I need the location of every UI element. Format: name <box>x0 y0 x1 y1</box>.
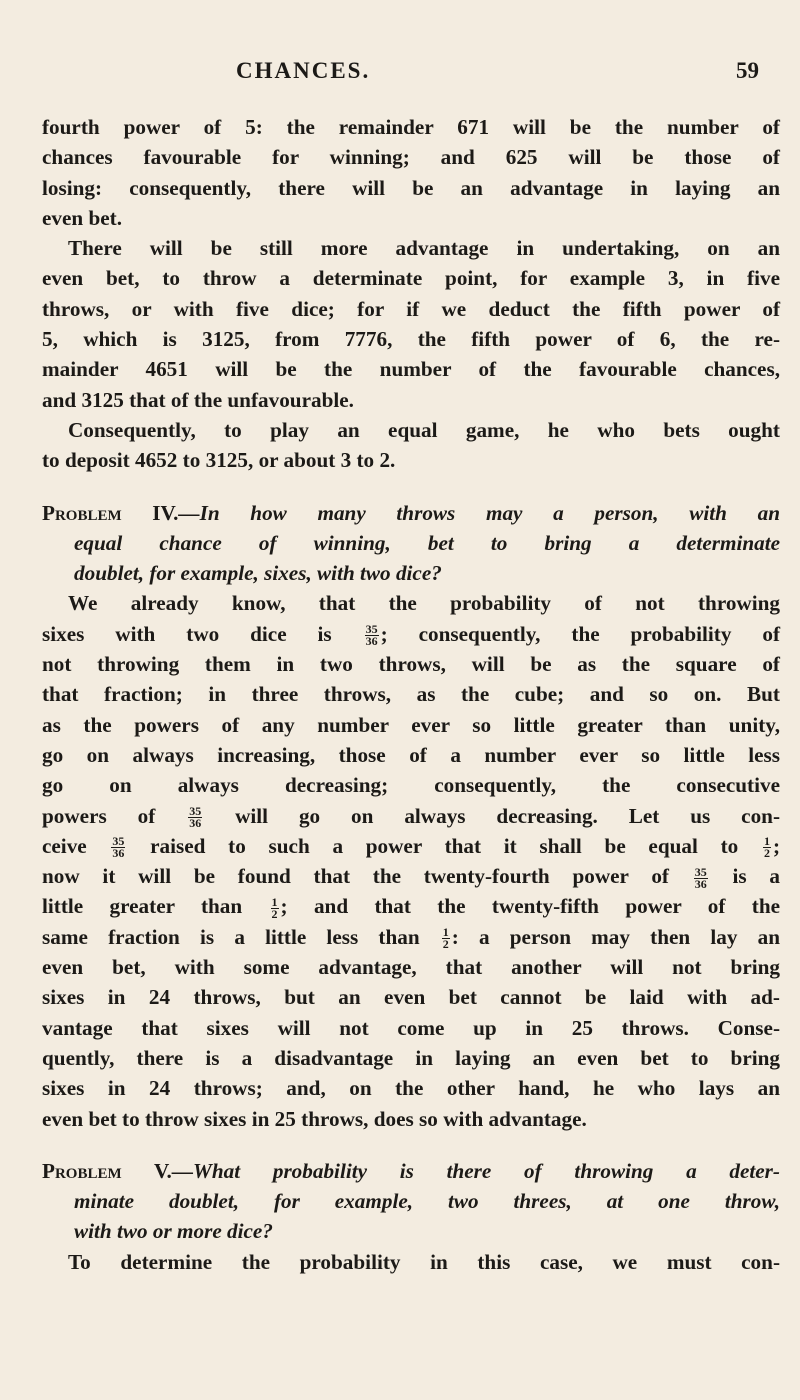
problem-title: with two or more dice? <box>74 1219 273 1244</box>
paragraph-5 <box>42 1247 780 1277</box>
text-line: even bet to throw sixes in 25 throws, does so with advantage. <box>42 1106 587 1131</box>
section-gap <box>42 476 780 498</box>
body-text <box>42 112 780 1277</box>
text-line: 5, which is 3125, from 7776, the fifth power of 6, the re- <box>42 327 780 352</box>
text-line: Consequently, to play an equal game, he who bets ought <box>68 417 780 442</box>
paragraph-1 <box>42 112 780 233</box>
fraction-1-2: $\frac{1}{2}$ <box>442 925 449 952</box>
problem-label: Problem IV. <box>42 500 179 525</box>
problem-title: minate doublet, for example, two threes, at one throw, <box>74 1189 780 1214</box>
text-line: mainder 4651 will be the number of the favourable chances, <box>42 357 780 382</box>
text-line: throws, or with five dice; for if we deduct the fifth power of <box>42 296 780 321</box>
problem-title: doublet, for example, sixes, with two dice? <box>74 561 442 586</box>
fraction-1-2: $\frac{1}{2}$ <box>271 895 278 922</box>
text-line: There will be still more advantage in undertaking, on an <box>68 236 780 261</box>
text-line: even bet, to throw a determinate point, for example 3, in five <box>42 266 780 291</box>
text-line: that fraction; in three throws, as the cube; and so on. But <box>42 682 780 707</box>
text-line: We already know, that the probability of not throwing <box>68 591 780 616</box>
problem-title: —In how many throws may a person, with an <box>178 500 780 525</box>
text-line: as the powers of any number ever so little greater than unity, <box>42 712 780 737</box>
text-line: now it will be found that the twenty-fourth power of $\frac{35}{36}$ is a <box>42 864 781 891</box>
text-line: To determine the probability in this case, we must con- <box>68 1249 780 1274</box>
text-line: chances favourable for winning; and 625 will be those of <box>42 145 780 170</box>
text-line: not throwing them in two throws, will be as the square of <box>42 652 780 677</box>
fraction-35-36: $\frac{35}{36}$ <box>694 864 707 891</box>
text-line: and 3125 that of the unfavourable. <box>42 387 354 412</box>
text-line: quently, there is a disadvantage in laying an even bet to bring <box>42 1045 780 1070</box>
problem-5-heading <box>42 1156 780 1247</box>
fraction-35-36: $\frac{35}{36}$ <box>365 622 378 649</box>
text-line: to deposit 4652 to 3125, or about 3 to 2. <box>42 448 396 473</box>
running-title: CHANCES. <box>236 58 371 83</box>
problem-title: equal chance of winning, bet to bring a determinate <box>74 530 780 555</box>
text-line: little greater than $\frac{1}{2}$ ; and that the twenty-fifth power of the <box>42 894 781 922</box>
text-line: vantage that sixes will not come up in 25 throws. Conse- <box>42 1015 780 1040</box>
text-line: same fraction is a little less than $\frac{1}{2}$ : a person may then lay an <box>42 924 780 952</box>
page-header <box>0 58 800 98</box>
text-line: sixes in 24 throws, but an even bet cannot be laid with ad- <box>42 985 780 1010</box>
fraction-35-36: $\frac{35}{36}$ <box>189 804 202 831</box>
text-line: sixes in 24 throws; and, on the other hand, he who lays an <box>42 1076 780 1101</box>
text-line: losing: consequently, there will be an advantage in laying an <box>42 175 780 200</box>
problem-title: —What probability is there of throwing a deter- <box>171 1158 780 1183</box>
text-line: ceive $\frac{35}{36}$ raised to such a power that it shall be equal to $\frac{1}{2}$ ; <box>42 833 781 861</box>
paragraph-4 <box>42 588 780 1133</box>
text-line: sixes with two dice is $\frac{35}{36}$ ; consequently, the probability of <box>42 621 781 649</box>
text-line: fourth power of 5: the remainder 671 will be the number of <box>42 115 780 139</box>
paragraph-2 <box>42 233 780 415</box>
page-number: 59 <box>736 58 759 83</box>
fraction-1-2: $\frac{1}{2}$ <box>763 834 770 861</box>
text-line: even bet, with some advantage, that another will not bring <box>42 955 780 980</box>
paragraph-3 <box>42 415 780 476</box>
problem-4-heading <box>42 498 780 589</box>
text-line: even bet. <box>42 205 123 230</box>
problem-label: Problem V. <box>42 1158 172 1183</box>
text-line: go on always decreasing; consequently, the consecutive <box>42 773 780 798</box>
text-line: powers of $\frac{35}{36}$ will go on always decreasing. Let us con- <box>42 803 780 831</box>
text-line: go on always increasing, those of a number ever so little less <box>42 742 780 767</box>
fraction-35-36: $\frac{35}{36}$ <box>112 834 125 861</box>
section-gap <box>42 1134 780 1156</box>
